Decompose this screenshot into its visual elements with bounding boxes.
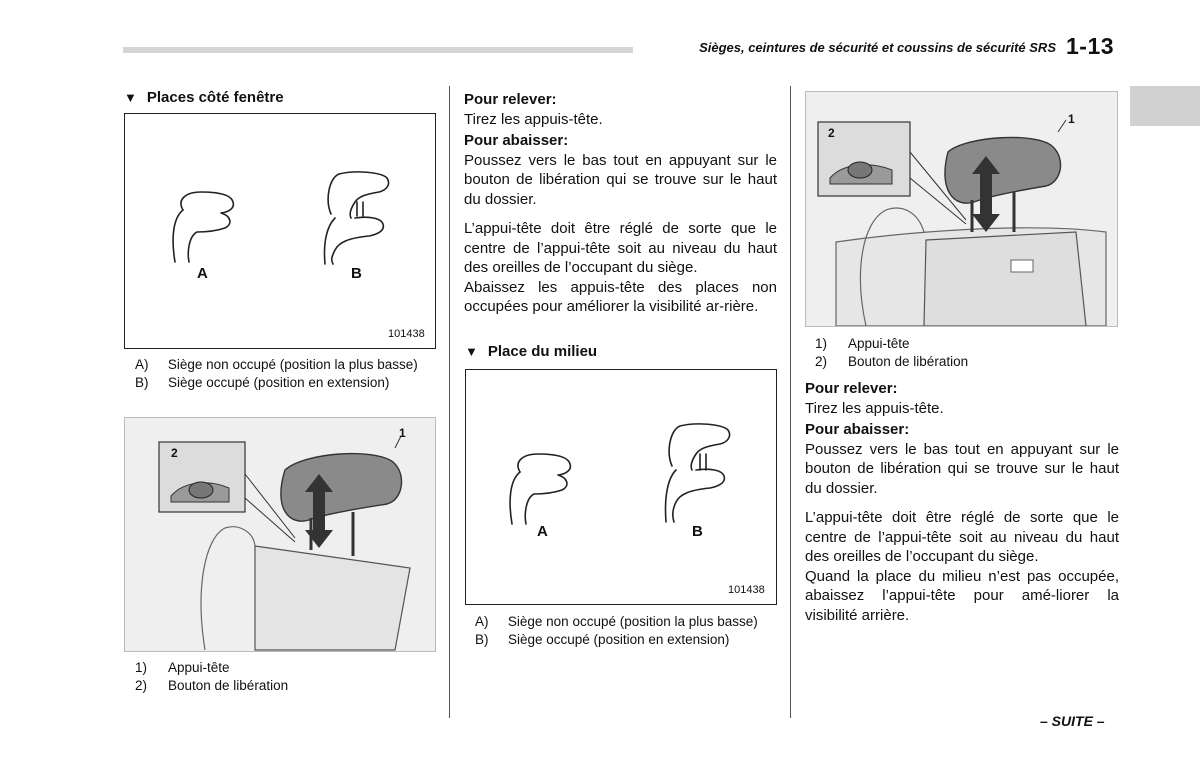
column-2-text — [464, 90, 777, 317]
headrest-shape — [945, 137, 1061, 203]
continued-marker: – SUITE – — [1040, 713, 1105, 729]
headrest-a-shape — [181, 192, 233, 262]
seat-a-back — [173, 210, 183, 262]
caption-list — [815, 336, 1117, 369]
lower-unoccupied-text: Abaissez les appuis-tête des places non occupées pour améliorer la visibilité ar-rière. — [464, 278, 777, 315]
lower-heading: Pour abaisser: — [464, 132, 569, 149]
caption-item: B) Siège occupé (position en extension) — [135, 375, 390, 390]
down-triangle-icon: ▼ — [465, 344, 478, 359]
headrest-b-post — [357, 202, 363, 216]
caption-item: 2) Bouton de libération — [815, 354, 969, 369]
adjust-text: L’appui-tête doit être réglé de sorte que le centre de l’appui-tête soit au niveau du haut des oreilles de l’occupant du siège. — [805, 509, 1119, 565]
header-rule — [123, 47, 633, 53]
column-divider — [790, 86, 791, 718]
headrest-b-post — [700, 454, 706, 470]
middle-unoccupied-text: Quand la place du milieu n’est pas occupée, abaissez l’appui-tête pour amé-liorer la visibilité arrière. — [805, 567, 1119, 624]
raise-heading: Pour relever: — [805, 380, 898, 397]
raise-text: Tirez les appuis-tête. — [464, 110, 603, 128]
headrest-release-illustration — [806, 92, 1117, 326]
seat-a-back — [510, 472, 520, 524]
caption-item: 1) Appui-tête — [815, 336, 910, 351]
headrest-photo-middle — [805, 91, 1118, 327]
figure-label-b: B — [351, 265, 362, 282]
caption-list — [135, 660, 437, 693]
headrest-shape — [281, 454, 402, 522]
raise-text: Tirez les appuis-tête. — [805, 399, 944, 417]
callout-2: 2 — [171, 446, 178, 460]
figure-label-b: B — [692, 523, 703, 540]
headrest-photo-window — [124, 417, 436, 652]
caption-item: B) Siège occupé (position en extension) — [475, 632, 730, 647]
caption-item: 2) Bouton de libération — [135, 678, 289, 693]
column-divider — [449, 86, 450, 718]
figure-label-a: A — [537, 523, 548, 540]
down-triangle-icon: ▼ — [124, 90, 137, 105]
caption-item: A) Siège non occupé (position la plus basse) — [135, 357, 418, 372]
raise-heading: Pour relever: — [464, 91, 557, 108]
seat-b-back — [665, 469, 724, 522]
headrest-diagram — [466, 370, 776, 604]
headrest-diagram-figure — [465, 369, 777, 605]
section-heading-middle-seat: ▼ Place du milieu — [465, 343, 598, 360]
figure-code: 101438 — [388, 328, 425, 340]
seat-b-back — [324, 217, 383, 264]
column-3-text — [805, 379, 1119, 625]
caption-list — [475, 614, 777, 647]
lower-text: Poussez vers le bas tout en appuyant sur le bouton de libération qui se trouve sur le haut du dossier. — [464, 151, 777, 208]
caption-item: 1) Appui-tête — [135, 660, 230, 675]
callout-1: 1 — [399, 426, 406, 440]
lower-text: Poussez vers le bas tout en appuyant sur le bouton de libération qui se trouve sur le haut du dossier. — [805, 440, 1119, 497]
headrest-b-shape — [328, 172, 388, 218]
running-header-title: Sièges, ceintures de sécurité et coussins de sécurité SRS — [699, 40, 1056, 55]
adjust-text: L’appui-tête doit être réglé de sorte que le centre de l’appui-tête soit au niveau du haut des oreilles de l’occupant du siège. — [464, 220, 777, 276]
section-heading-window-seats: ▼ Places côté fenêtre — [124, 89, 284, 106]
callout-1: 1 — [1068, 112, 1075, 126]
headrest-a-shape — [518, 454, 570, 524]
callout-2: 2 — [828, 126, 835, 140]
chapter-tab — [1130, 86, 1200, 126]
lower-heading: Pour abaisser: — [805, 421, 910, 438]
caption-list — [135, 357, 437, 390]
headrest-diagram-figure — [124, 113, 436, 349]
headrest-diagram — [125, 114, 435, 348]
page-number: 1-13 — [1066, 33, 1115, 59]
caption-item: A) Siège non occupé (position la plus basse) — [475, 614, 758, 629]
figure-label-a: A — [197, 265, 208, 282]
figure-code: 101438 — [728, 584, 765, 596]
